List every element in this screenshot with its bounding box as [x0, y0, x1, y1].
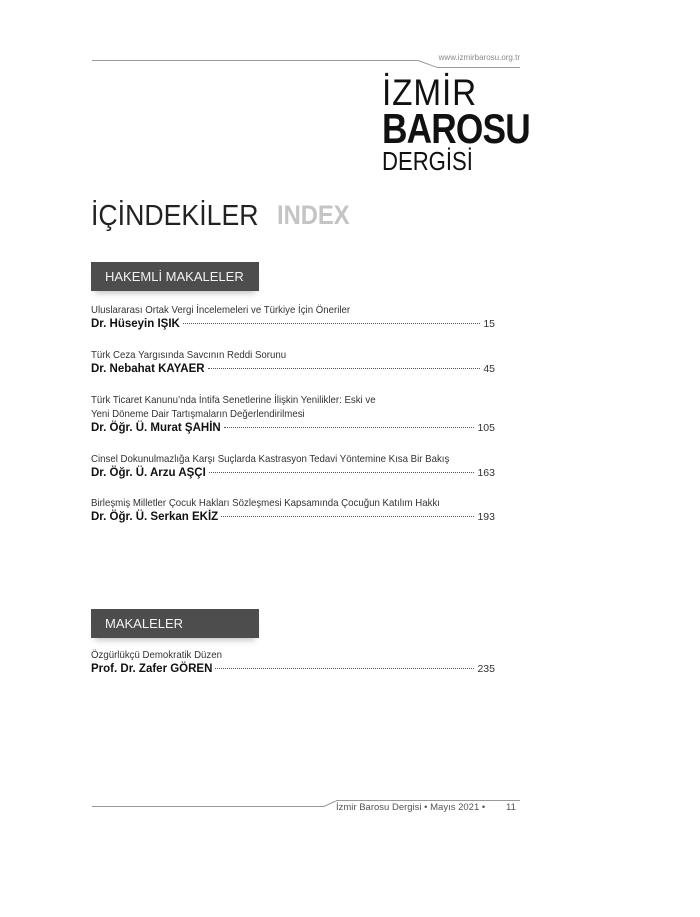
article-title-continued: Yeni Döneme Dair Tartışmaların Değerlendirilmesi — [91, 408, 305, 420]
article-page: 235 — [477, 663, 495, 675]
leader-dots — [183, 323, 480, 324]
leader-dots — [224, 427, 475, 428]
footer-page-number: 11 — [506, 802, 516, 813]
article-title: Türk Ticaret Kanunu’nda İntifa Senetlerine İlişkin Yenilikler: Eski ve — [91, 394, 376, 406]
header-rule-right — [437, 67, 520, 68]
toc-entry[interactable] — [91, 496, 495, 523]
leader-dots — [215, 668, 474, 669]
article-page: 15 — [483, 318, 495, 330]
article-author: Dr. Hüseyin IŞIK — [91, 318, 180, 330]
logo-line-dergisi: DERGİSİ — [382, 146, 473, 176]
article-title: Türk Ceza Yargısında Savcının Reddi Sorunu — [91, 349, 287, 361]
toc-entry[interactable] — [91, 648, 495, 675]
footer-rule — [92, 806, 324, 807]
website-url: www.izmirbarosu.org.tr — [438, 53, 520, 62]
footer-journal-info: İzmir Barosu Dergisi • Mayıs 2021 • — [336, 802, 486, 813]
article-title: Birleşmiş Milletler Çocuk Hakları Sözleşmesi Kapsamında Çocuğun Katılım Hakkı — [91, 497, 440, 509]
page-title: İÇİNDEKİLER — [91, 200, 259, 232]
article-author: Dr. Nebahat KAYAER — [91, 363, 205, 375]
article-author: Prof. Dr. Zafer GÖREN — [91, 663, 213, 675]
article-author: Dr. Öğr. Ü. Arzu AŞÇI — [91, 467, 206, 479]
page-title-index: INDEX — [277, 200, 350, 230]
article-page: 45 — [483, 363, 495, 375]
toc-entry[interactable] — [91, 393, 495, 434]
article-title: Uluslararası Ortak Vergi İncelemeleri ve Türkiye İçin Öneriler — [91, 304, 351, 316]
article-author: Dr. Öğr. Ü. Murat ŞAHİN — [91, 422, 221, 434]
leader-dots — [208, 368, 481, 369]
section-heading-refereed: HAKEMLİ MAKALELER — [91, 262, 259, 291]
leader-dots — [209, 472, 475, 473]
article-page: 163 — [477, 467, 495, 479]
header-rule — [92, 60, 418, 61]
logo-line-izmir: İZMİR — [382, 72, 478, 113]
toc-entry[interactable] — [91, 303, 495, 330]
article-title: Özgürlükçü Demokratik Düzen — [91, 649, 222, 661]
toc-entry[interactable] — [91, 348, 495, 375]
toc-entry[interactable] — [91, 452, 495, 479]
article-page: 193 — [477, 511, 495, 523]
footer-rule-slant — [324, 801, 336, 807]
article-title: Cinsel Dokunulmazlığa Karşı Suçlarda Kastrasyon Tedavi Yöntemine Kısa Bir Bakış — [91, 453, 450, 465]
footer-rule-right — [336, 800, 520, 801]
leader-dots — [221, 516, 474, 517]
article-page: 105 — [477, 422, 495, 434]
section-heading-articles: MAKALELER — [91, 609, 259, 638]
article-author: Dr. Öğr. Ü. Serkan EKİZ — [91, 511, 219, 523]
logo-line-barosu: BAROSU — [382, 105, 530, 152]
